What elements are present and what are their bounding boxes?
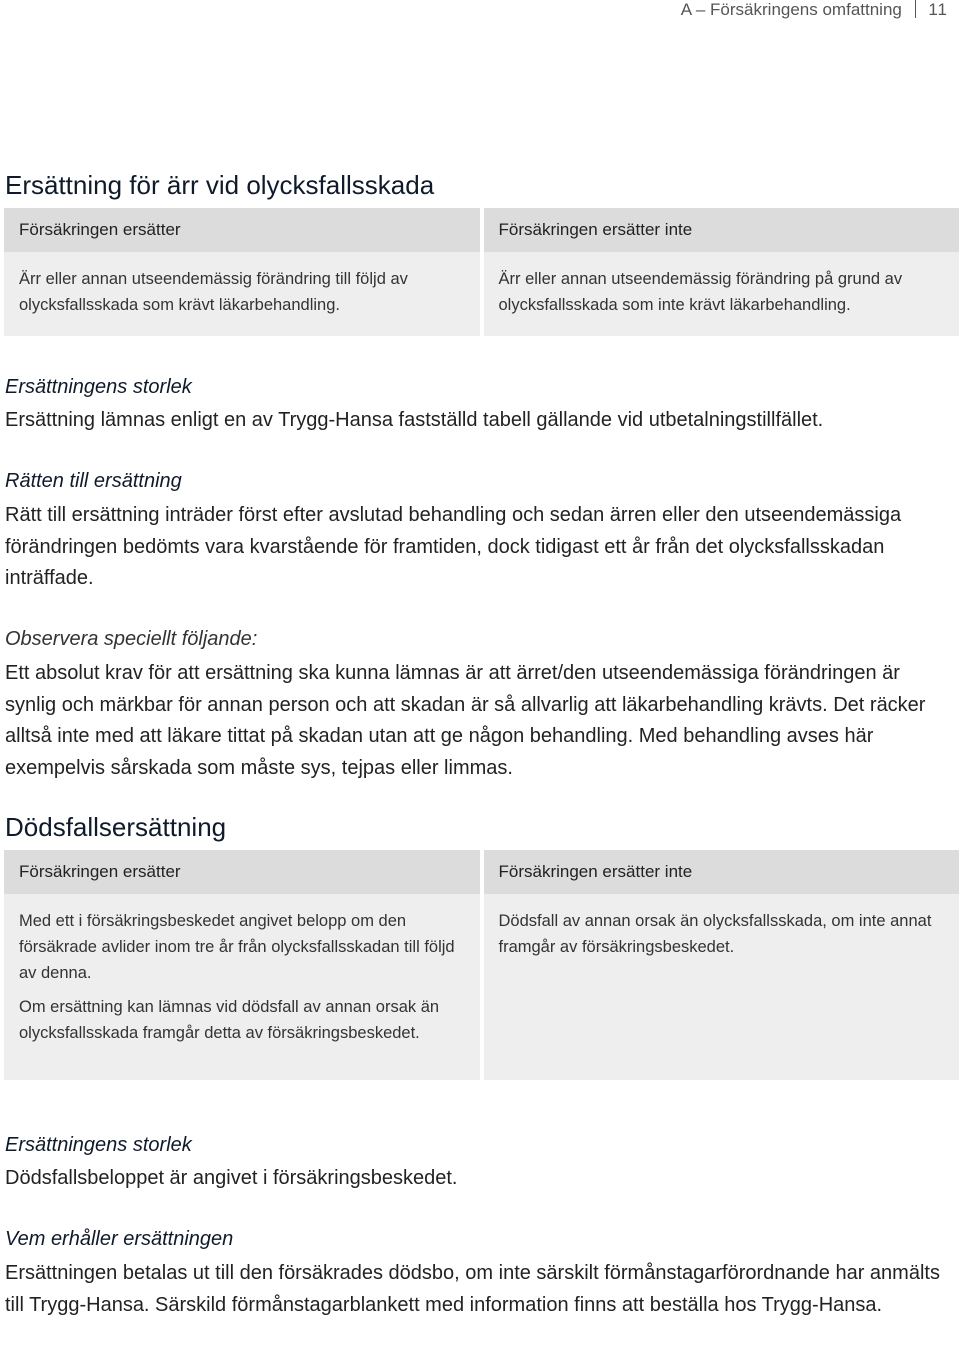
scar-excludes-header: Försäkringen ersätter inte [484,208,960,252]
scar-amount-heading: Ersättningens storlek [5,376,192,398]
scar-excludes-cell [484,252,960,336]
scar-coverage-table [4,208,959,336]
death-section-title: Dödsfallsersättning [5,812,227,842]
death-excludes-text: Dödsfall av annan orsak än olycksfallsskada, om inte annat framgår av försäkringsbeskedet. [498,912,932,956]
death-amount-text: Dödsfallsbeloppet är angivet i försäkringsbeskedet. [5,1167,458,1189]
scar-excludes-column [484,208,960,336]
death-covers-text-2: Om ersättning kan lämnas vid dödsfall av annan orsak än olycksfallsskada framgår detta av försäkringsbeskedet. [19,998,440,1042]
death-recipient-heading: Vem erhåller ersättningen [5,1228,234,1250]
running-header [681,0,948,24]
scar-note-heading: Observera speciellt följande: [5,628,258,650]
death-excludes-cell [484,894,960,978]
death-coverage-table [4,850,959,1080]
scar-amount-text: Ersättning lämnas enligt en av Trygg-Hansa fastställd tabell gällande vid utbetalningstillfället. [5,409,824,431]
scar-section-title: Ersättning för ärr vid olycksfallsskada [5,170,435,200]
scar-note-text: Ett absolut krav för att ersättning ska kunna lämnas är att ärret/den utseendemässiga förändringen är synlig och märkbar för annan person och att skadan är så allvarlig att läkarbehandling krävts. Det räcker alltså inte med att läkare tittat på skadan utan att ge någon behandling. Med behandling avses här exempelvis sårskada som måste sys, tejpas eller limmas. [5,662,926,779]
header-chapter-title: Försäkringens omfattning [710,0,902,19]
death-recipient-text: Ersättningen betalas ut till den försäkrades dödsbo, om inte särskilt förmånstagarförordnande har anmälts till Trygg-Hansa. Särskild förmånstagarblankett med information finns att beställa hos Trygg-Hansa. [5,1262,940,1316]
scar-covers-column [4,208,480,336]
death-amount-heading: Ersättningens storlek [5,1134,192,1156]
scar-covers-cell [4,252,480,336]
scar-covers-header: Försäkringen ersätter [4,208,480,252]
scar-excludes-text: Ärr eller annan utseendemässig förändring på grund av olycksfallsskada som inte krävt läkarbehandling. [498,270,903,314]
death-covers-cell [4,894,480,1064]
death-excludes-header: Försäkringen ersätter inte [484,850,960,894]
header-divider [915,0,916,18]
page-number: 11 [928,0,948,19]
scar-right-text: Rätt till ersättning inträder först efter avslutad behandling och sedan ärren eller den utseendemässiga förändringen bedömts vara kvarstående för framtiden, dock tidigast ett år från det olycksfallsskadan inträffade. [5,504,902,589]
death-covers-header: Försäkringen ersätter [4,850,480,894]
header-section-letter: A [680,0,692,19]
death-excludes-column [484,850,960,1080]
death-covers-column [4,850,480,1080]
header-dash: – [695,0,706,19]
scar-covers-text: Ärr eller annan utseendemässig förändring till följd av olycksfallsskada som krävt läkarbehandling. [19,270,408,314]
scar-right-heading: Rätten till ersättning [5,470,182,492]
death-covers-text-1: Med ett i försäkringsbeskedet angivet belopp om den försäkrade avlider inom tre år från olycksfallsskadan till följd av denna. [19,912,455,982]
